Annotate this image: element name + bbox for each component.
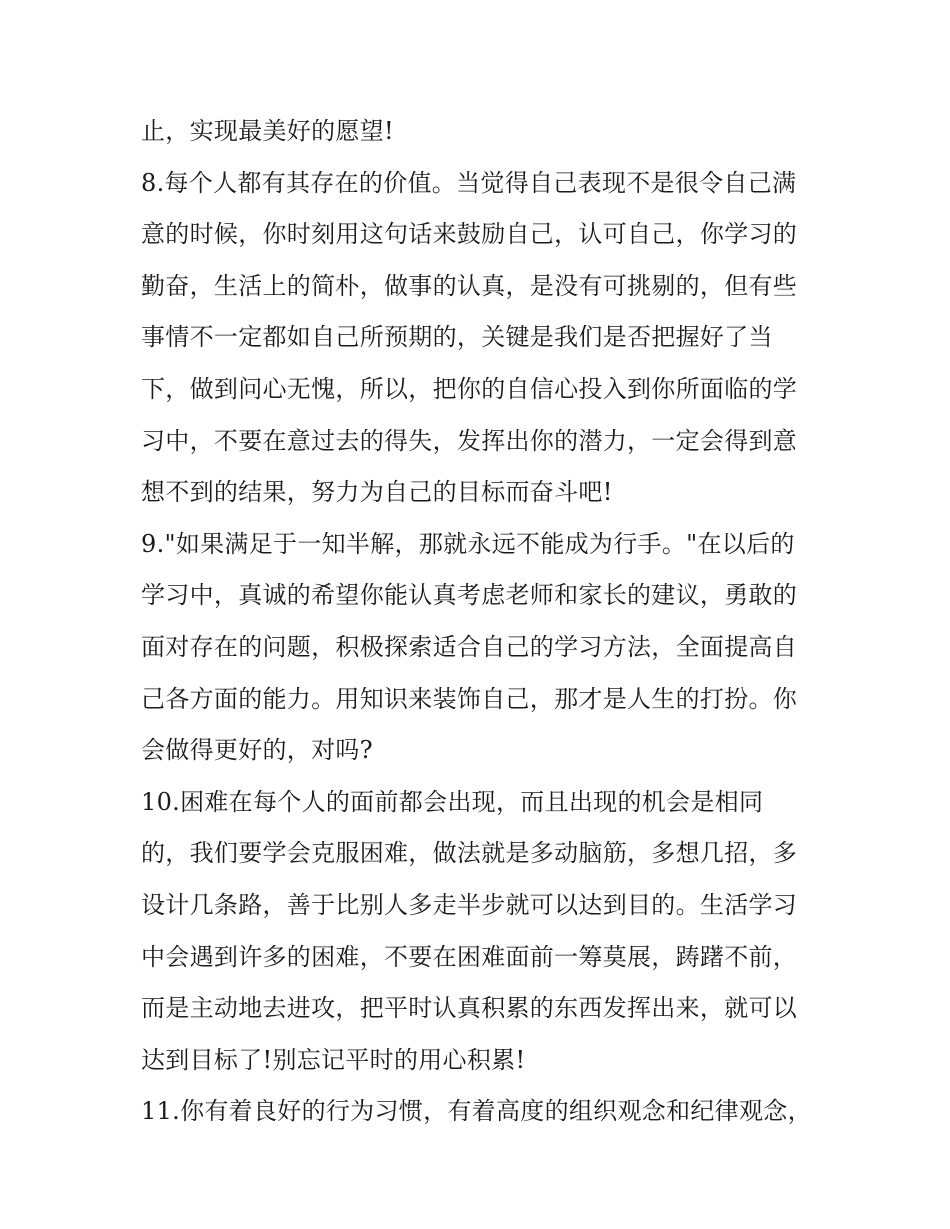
text-line: 达到目标了!别忘记平时的用心积累!: [141, 1045, 526, 1074]
text-line: 11.你有着良好的行为习惯，有着高度的组织观念和纪律观念，: [141, 1097, 812, 1126]
text-line: 习中，不要在意过去的得失，发挥出你的潜力，一定会得到意: [141, 426, 798, 455]
text-line: 意的时候，你时刻用这句话来鼓励自己，认可自己，你学习的: [141, 220, 798, 249]
document-body: [141, 106, 841, 1138]
text-line: 止，实现最美好的愿望!: [141, 117, 394, 145]
text-line: 勤奋，生活上的简朴，做事的认真，是没有可挑剔的，但有些: [141, 271, 798, 300]
text-line: 8.每个人都有其存在的价值。当觉得自己表现不是很令自己满: [141, 168, 797, 197]
text-line: 己各方面的能力。用知识来装饰自己，那才是人生的打扮。你: [141, 684, 798, 713]
text-line: 9."如果满足于一知半解，那就永远不能成为行手。"在以后的: [141, 529, 795, 558]
text-line: 面对存在的问题，积极探索适合自己的学习方法，全面提高自: [141, 632, 798, 661]
text-line: 设计几条路，善于比别人多走半步就可以达到目的。生活学习: [141, 890, 798, 919]
text-line: 中会遇到许多的困难，不要在困难面前一筹莫展，踌躇不前，: [141, 942, 798, 971]
text-line: 事情不一定都如自己所预期的，关键是我们是否把握好了当: [141, 323, 773, 352]
text-line: 而是主动地去进攻，把平时认真积累的东西发挥出来，就可以: [141, 994, 798, 1023]
text-line: 的，我们要学会克服困难，做法就是多动脑筋，多想几招，多: [141, 839, 798, 868]
text-line: 10.困难在每个人的面前都会出现，而且出现的机会是相同: [141, 787, 764, 816]
text-line: 会做得更好的，对吗?: [141, 736, 373, 765]
text-line: 学习中，真诚的希望你能认真考虑老师和家长的建议，勇敢的: [141, 581, 798, 610]
text-line: 想不到的结果，努力为自己的目标而奋斗吧!: [141, 478, 613, 507]
text-line: 下，做到问心无愧，所以，把你的自信心投入到你所面临的学: [141, 374, 798, 403]
